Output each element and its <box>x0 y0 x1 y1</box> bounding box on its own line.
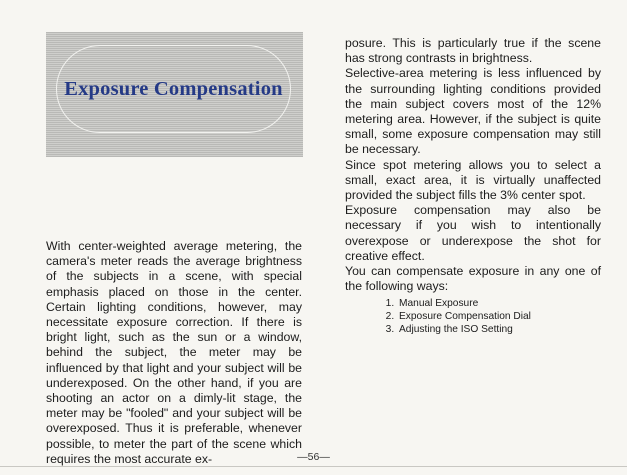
page-edge-divider <box>0 466 627 467</box>
list-item: 1. Manual Exposure <box>397 298 601 311</box>
body-paragraph: Selective-area metering is less influenced by the surrounding lighting conditions provided the main subject covers most of the 12% metering area. However, if the subject is quite small, some exposure compensation may still be necessary. <box>345 66 601 157</box>
chapter-banner <box>46 32 303 157</box>
body-paragraph: You can compensate exposure in any one of the following ways: <box>345 264 601 294</box>
body-paragraph: With center-weighted average metering, the camera's meter reads the average brightness of the subjects in a scene, with special emphasis placed on those in the center. Certain lighting conditions, however, may necessitate exposure correction. If there is bright light, such as the sun or a window, behind the subject, the meter may be influenced by that light and your subject will be underexposed. On the other hand, if you are shooting an actor on a dimly-lit stage, the meter may be "fooled" and your subject will be overexposed. Thus it is preferable, whenever possible, to meter the part of the scene which requires the most accurate ex- <box>46 239 302 466</box>
list-item: 2. Exposure Compensation Dial <box>397 311 601 324</box>
banner-oval-frame <box>56 45 291 133</box>
body-paragraph: posure. This is particularly true if the scene has strong contrasts in brightness. <box>345 36 601 66</box>
left-text-column <box>46 239 302 467</box>
body-paragraph: Exposure compensation may also be necessary if you wish to intentionally overexpose or underexpose the shot for creative effect. <box>345 203 601 263</box>
chapter-title: Exposure Compensation <box>64 77 283 100</box>
right-text-column <box>345 36 601 337</box>
body-paragraph: Since spot metering allows you to select a small, exact area, it is virtually unaffected provided the subject fills the 3% center spot. <box>345 157 601 203</box>
compensation-methods-list <box>345 298 601 336</box>
page-number: —56— <box>297 451 330 463</box>
list-item: 3. Adjusting the ISO Setting <box>397 324 601 337</box>
